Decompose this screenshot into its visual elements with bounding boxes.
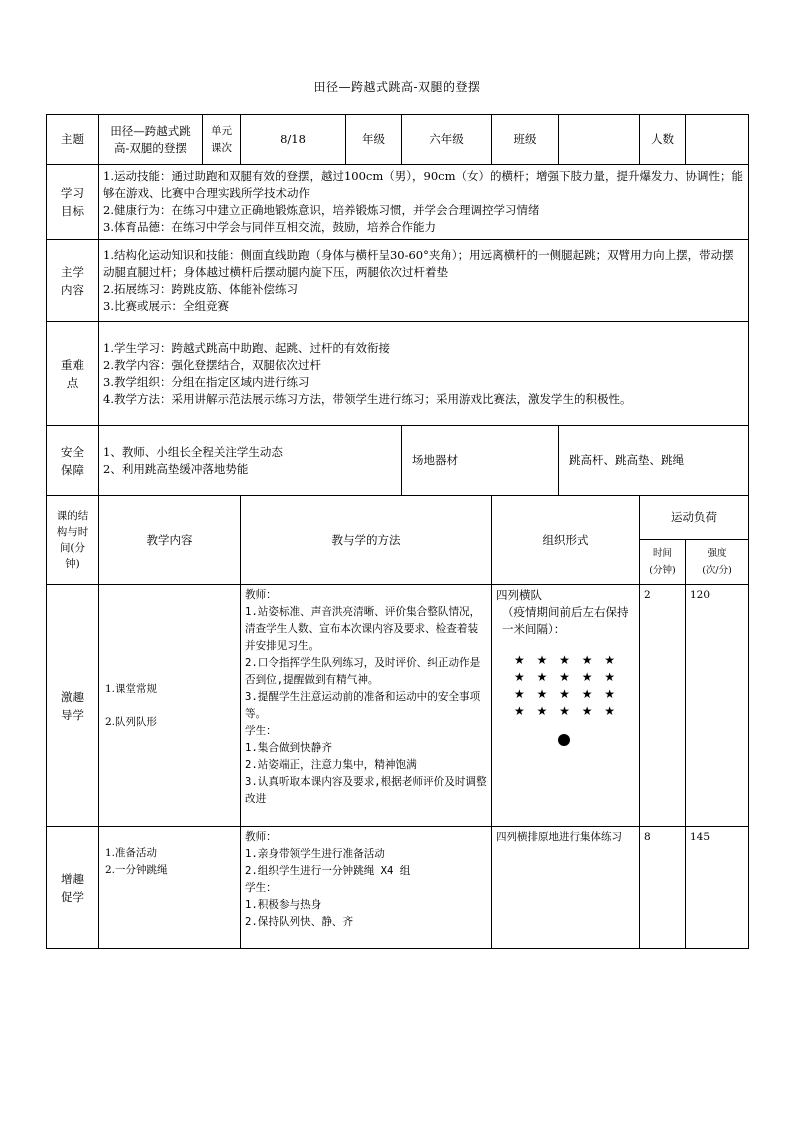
safety-label: 安全保障 (47, 426, 99, 496)
time-header: 时间 (分钟) (640, 540, 686, 585)
goals-content (99, 165, 749, 240)
section-row (47, 585, 749, 827)
unit-label: 单元课次 (203, 115, 241, 165)
page-title: 田径—跨越式跳高-双腿的登摆 (313, 80, 481, 94)
section-method: 教师： 1.亲身带领学生进行准备活动 2.组织学生进行一分钟跳绳 X4 组 学生： 1.积极参与热身 2.保持队列快、静、齐 (241, 827, 492, 949)
grade-value: 六年级 (402, 115, 492, 165)
count-value (686, 115, 749, 165)
section-intensity: 120 (686, 585, 749, 827)
grade-label: 年级 (346, 115, 402, 165)
star-row: ★ ★ ★ ★ ★ (514, 704, 620, 718)
section-method: 教师： 1.站姿标准、声音洪亮清晰、评价集合整队情况，清查学生人数、宣布本次课内容及要求、检查着装并安排见习生。 2.口令指挥学生队列练习，及时评价、纠正动作是否到位,提醒做到有精气神。 3.提醒学生注意运动前的准备和运动中的安全事项等。 学生： 1.集合做到快静齐 2.站姿端正，注意力集中，精神饱满 3.认真听取本课内容及要求,根据老师评价及时调整改进 (241, 585, 492, 827)
section-time: 2 (640, 585, 686, 827)
class-value (559, 115, 640, 165)
content-row (47, 240, 749, 322)
keypoints-line: 4.教学方法：采用讲解示范法展示练习方法，带领学生进行练习；采用游戏比赛法，激发学生的积极性。 (103, 391, 632, 406)
teaching-method-header: 教与学的方法 (241, 496, 492, 585)
star-row: ★ ★ ★ ★ ★ (514, 653, 620, 667)
section-organization: 四列横队 （疫情期间前后左右保持一米间隔）： ★ ★ ★ ★ ★ ★ ★ ★ ★ ★ ★ ★ ★ ★ ★ ★ ★ ★ ★ ★ (492, 585, 640, 827)
section-organization: 四列横排原地进行集体练习 (492, 827, 640, 949)
section-time: 8 (640, 827, 686, 949)
safety-line: 2、利用跳高垫缓冲落地势能 (103, 461, 249, 476)
organization-header: 组织形式 (492, 496, 640, 585)
formation-diagram (496, 652, 635, 751)
safety-body (99, 426, 402, 496)
section-phase: 激趣导学 (47, 585, 99, 827)
venue-label: 场地器材 (402, 426, 559, 496)
content-line: 2.拓展练习：跨跳皮筋、体能补偿练习 (103, 281, 298, 296)
count-label: 人数 (640, 115, 686, 165)
section-phase: 增趣促学 (47, 827, 99, 949)
class-label: 班级 (492, 115, 559, 165)
goals-row (47, 165, 749, 240)
keypoints-row (47, 322, 749, 426)
goals-line: 1.运动技能：通过助跑和双腿有效的登摆，越过100cm（男），90cm（女）的横杆；增强下肢力量，提升爆发力、协调性；能够在游戏、比赛中合理实践所学技术动作 (103, 169, 743, 200)
section-intensity: 145 (686, 827, 749, 949)
goals-line: 2.健康行为：在练习中建立正确地锻炼意识，培养锻炼习惯，并学会合理调控学习情绪 (103, 203, 540, 217)
unit-value: 8/18 (241, 115, 346, 165)
teacher-dot-icon (558, 734, 570, 746)
content-body (99, 240, 749, 322)
header-row (47, 115, 749, 165)
content-line: 3.比赛或展示：全组竞赛 (103, 298, 229, 313)
section-content: 1.课堂常规 2.队列队形 (99, 585, 241, 827)
structure-col-label: 课的结构与时间(分钟) (47, 496, 99, 585)
section-content: 1.准备活动 2.一分钟跳绳 (99, 827, 241, 949)
structure-header-row (47, 496, 749, 540)
lesson-plan-table (46, 114, 749, 949)
teaching-content-header: 教学内容 (99, 496, 241, 585)
star-row: ★ ★ ★ ★ ★ (514, 687, 620, 701)
goals-label: 学习目标 (47, 165, 99, 240)
safety-row (47, 426, 749, 496)
topic-label: 主题 (47, 115, 99, 165)
keypoints-body (99, 322, 749, 426)
section-row (47, 827, 749, 949)
venue-value: 跳高杆、跳高垫、跳绳 (559, 426, 749, 496)
exercise-load-header: 运动负荷 (640, 496, 749, 540)
keypoints-line: 3.教学组织：分组在指定区域内进行练习 (103, 374, 310, 389)
safety-line: 1、教师、小组长全程关注学生动态 (103, 444, 283, 459)
content-line: 1.结构化运动知识和技能：侧面直线助跑（身体与横杆呈30-60°夹角）；用远离横杆的一侧腿起跳；双臂用力向上摆，带动摆动腿直腿过杆；身体越过横杆后摆动腿内旋下压，两腿依次过杆着垫 (103, 247, 734, 279)
keypoints-line: 1.学生学习：跨越式跳高中助跑、起跳、过杆的有效衔接 (103, 340, 390, 355)
star-row: ★ ★ ★ ★ ★ (514, 670, 620, 684)
content-label: 主学内容 (47, 240, 99, 322)
keypoints-label: 重难点 (47, 322, 99, 426)
topic-value: 田径—跨越式跳高-双腿的登摆 (99, 115, 203, 165)
intensity-header: 强度 (次/分) (686, 540, 749, 585)
keypoints-line: 2.教学内容：强化登摆结合，双腿依次过杆 (103, 357, 321, 372)
goals-line: 3.体育品德：在练习中学会与同伴互相交流，鼓励，培养合作能力 (103, 220, 436, 234)
